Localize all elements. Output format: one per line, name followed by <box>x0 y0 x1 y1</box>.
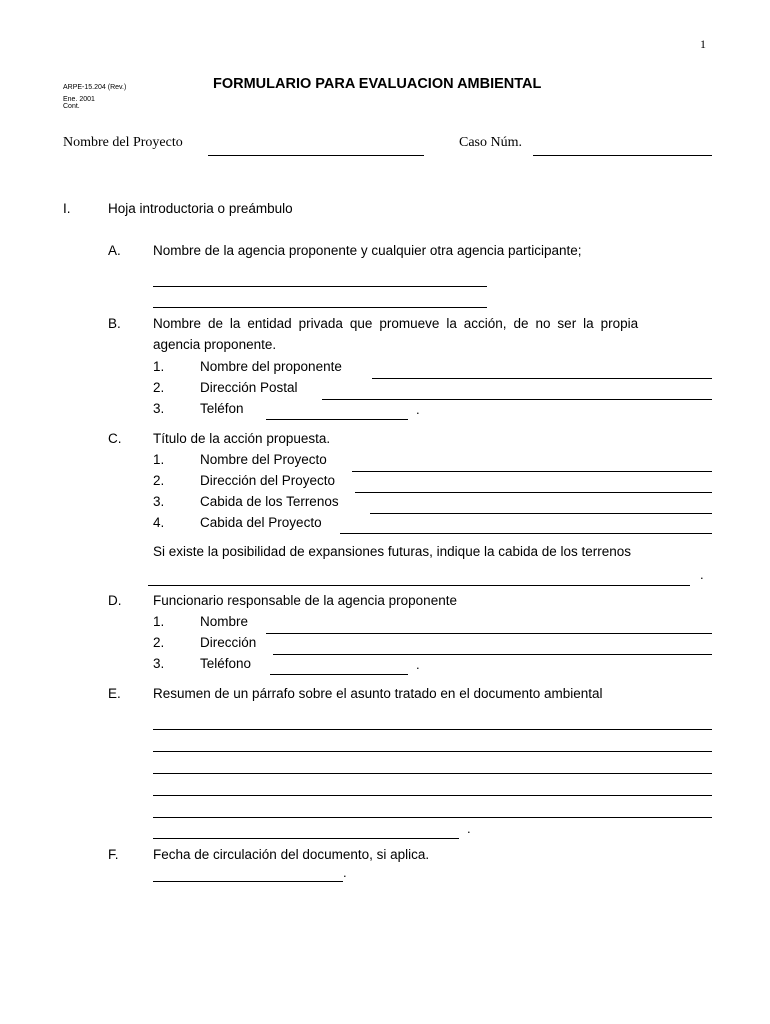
section-C-expansion-text: Si existe la posibilidad de expansiones futuras, indique la cabida de los terrenos <box>153 544 632 559</box>
section-B-item-num: 1. <box>153 359 165 374</box>
section-I-title: Hoja introductoria o preámbulo <box>108 201 293 216</box>
section-C-item-num: 3. <box>153 494 165 509</box>
section-C-item-label: Cabida del Proyecto <box>200 515 322 530</box>
summary-line-3[interactable] <box>153 773 712 774</box>
proponent-name-field[interactable] <box>372 378 712 379</box>
section-D-item-num: 2. <box>153 635 165 650</box>
agency-line-1[interactable] <box>153 286 487 287</box>
section-D-item-label: Teléfono <box>200 656 252 671</box>
form-cont: Cont. <box>63 103 80 110</box>
section-C-item-num: 1. <box>153 452 165 467</box>
circulation-date-field[interactable] <box>153 881 343 882</box>
project-name-field[interactable] <box>208 155 424 156</box>
section-B-item-num: 2. <box>153 380 165 395</box>
section-D-item-label: Nombre <box>200 614 249 629</box>
section-C-item-label: Nombre del Proyecto <box>200 452 327 467</box>
project-address-field[interactable] <box>355 492 712 493</box>
period-mark: . <box>700 567 704 582</box>
section-B-letter: B. <box>108 316 121 331</box>
phone-field[interactable] <box>266 419 408 420</box>
summary-line-1[interactable] <box>153 729 712 730</box>
project-name-title-field[interactable] <box>352 471 712 472</box>
section-C-letter: C. <box>108 431 122 446</box>
form-code: ARPE-15.204 (Rev.) <box>63 84 127 91</box>
form-date: Ene. 2001 <box>63 96 95 103</box>
summary-line-4[interactable] <box>153 795 712 796</box>
official-address-field[interactable] <box>273 654 712 655</box>
period-mark: . <box>343 865 347 880</box>
case-number-label: Caso Núm. <box>459 135 522 150</box>
project-area-field[interactable] <box>340 533 712 534</box>
section-C-item-num: 4. <box>153 515 165 530</box>
section-B-item-num: 3. <box>153 401 165 416</box>
project-name-label: Nombre del Proyecto <box>63 135 183 150</box>
postal-address-field[interactable] <box>322 399 712 400</box>
section-D-item-num: 1. <box>153 614 165 629</box>
section-C-item-label: Dirección del Proyecto <box>200 473 336 488</box>
section-C-text: Título de la acción propuesta. <box>153 431 331 446</box>
section-D-item-num: 3. <box>153 656 165 671</box>
official-phone-field[interactable] <box>270 674 408 675</box>
section-B-item-label: Teléfon <box>200 401 244 416</box>
section-B-item-label: Nombre del proponente <box>200 359 342 374</box>
section-B-item-label: Dirección Postal <box>200 380 298 395</box>
section-A-letter: A. <box>108 243 121 258</box>
form-title: FORMULARIO PARA EVALUACION AMBIENTAL <box>213 76 542 92</box>
section-A-text: Nombre de la agencia proponente y cualquier otra agencia participante; <box>153 243 582 258</box>
section-C-item-label: Cabida de los Terrenos <box>200 494 339 509</box>
section-F-letter: F. <box>108 847 119 862</box>
page-number: 1 <box>700 37 706 51</box>
summary-line-2[interactable] <box>153 751 712 752</box>
section-E-letter: E. <box>108 686 121 701</box>
section-D-text: Funcionario responsable de la agencia proponente <box>153 593 457 608</box>
period-mark: . <box>467 821 471 836</box>
section-I-numeral: I. <box>63 201 71 216</box>
section-F-text: Fecha de circulación del documento, si aplica. <box>153 847 430 862</box>
expansion-area-field[interactable] <box>148 585 690 586</box>
section-C-item-num: 2. <box>153 473 165 488</box>
section-D-letter: D. <box>108 593 122 608</box>
summary-line-6[interactable] <box>153 838 459 839</box>
case-number-field[interactable] <box>533 155 712 156</box>
section-B-text-line1: Nombre de la entidad privada que promueve la acción, de no ser la propia <box>153 316 639 331</box>
section-E-text: Resumen de un párrafo sobre el asunto tratado en el documento ambiental <box>153 686 603 701</box>
section-B-text-line2: agencia proponente. <box>153 337 277 352</box>
summary-line-5[interactable] <box>153 817 712 818</box>
official-name-field[interactable] <box>266 633 712 634</box>
agency-line-2[interactable] <box>153 307 487 308</box>
section-D-item-label: Dirección <box>200 635 257 650</box>
period-mark: . <box>416 657 420 672</box>
period-mark: . <box>416 402 420 417</box>
land-area-field[interactable] <box>370 513 712 514</box>
